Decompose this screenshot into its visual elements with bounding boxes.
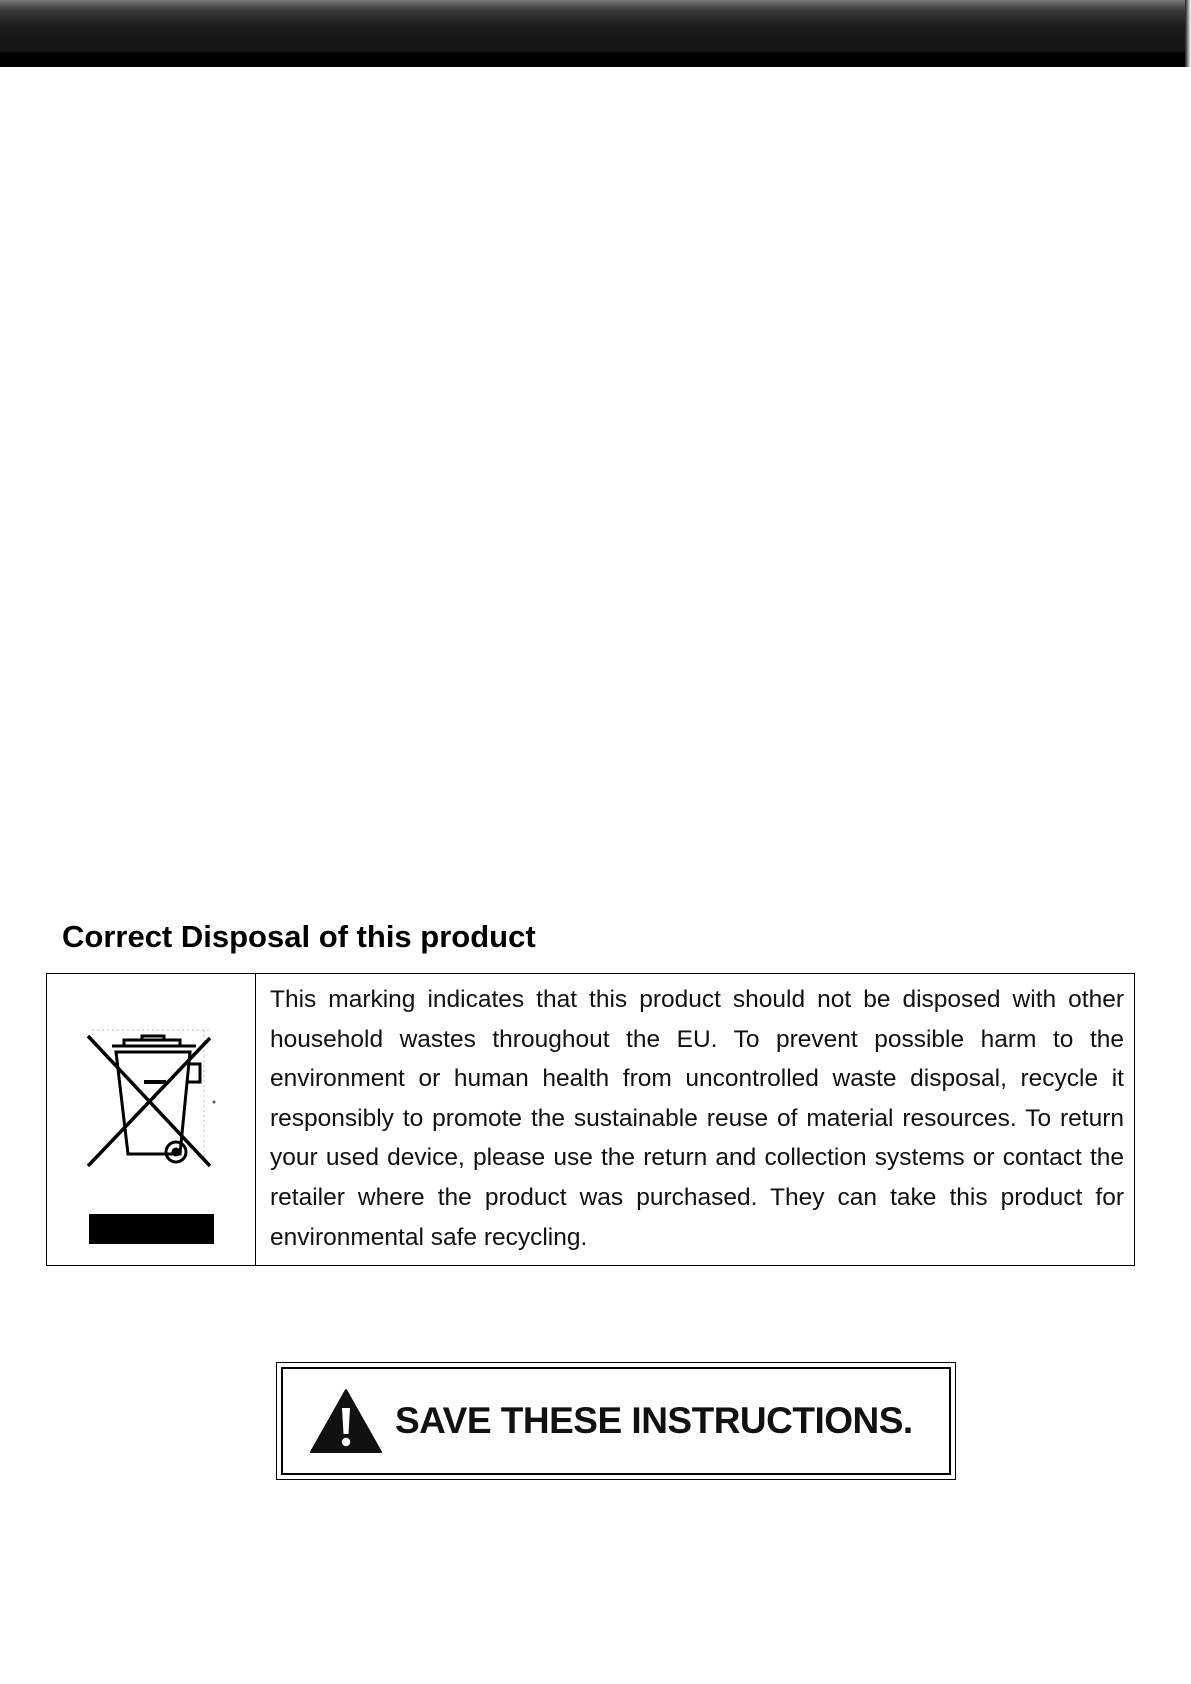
disposal-box <box>46 973 1135 1266</box>
disposal-text: This marking indicates that this product should not be disposed with other household wastes throughout the EU. To prevent possible harm to the environment or human health from uncontrolled waste disposal, recycle it responsibly to promote the sustainable reuse of material resources. To return your used device, please use the return and collection systems or contact the retailer where the product was purchased. They can take this product for environmental safe recycling. <box>270 986 1124 1251</box>
save-instructions-inner <box>281 1367 951 1475</box>
save-instructions-box <box>276 1362 956 1480</box>
section-title: Correct Disposal of this product <box>62 919 536 954</box>
save-instructions-text: SAVE THESE INSTRUCTIONS. <box>395 1400 913 1441</box>
black-bar <box>89 1214 214 1244</box>
warning-triangle-icon <box>309 1388 383 1454</box>
disposal-icon-cell <box>47 974 256 1265</box>
disposal-text-cell <box>256 974 1134 1265</box>
header-bar <box>0 0 1191 67</box>
crossed-out-wheelie-bin-icon <box>84 1024 220 1168</box>
